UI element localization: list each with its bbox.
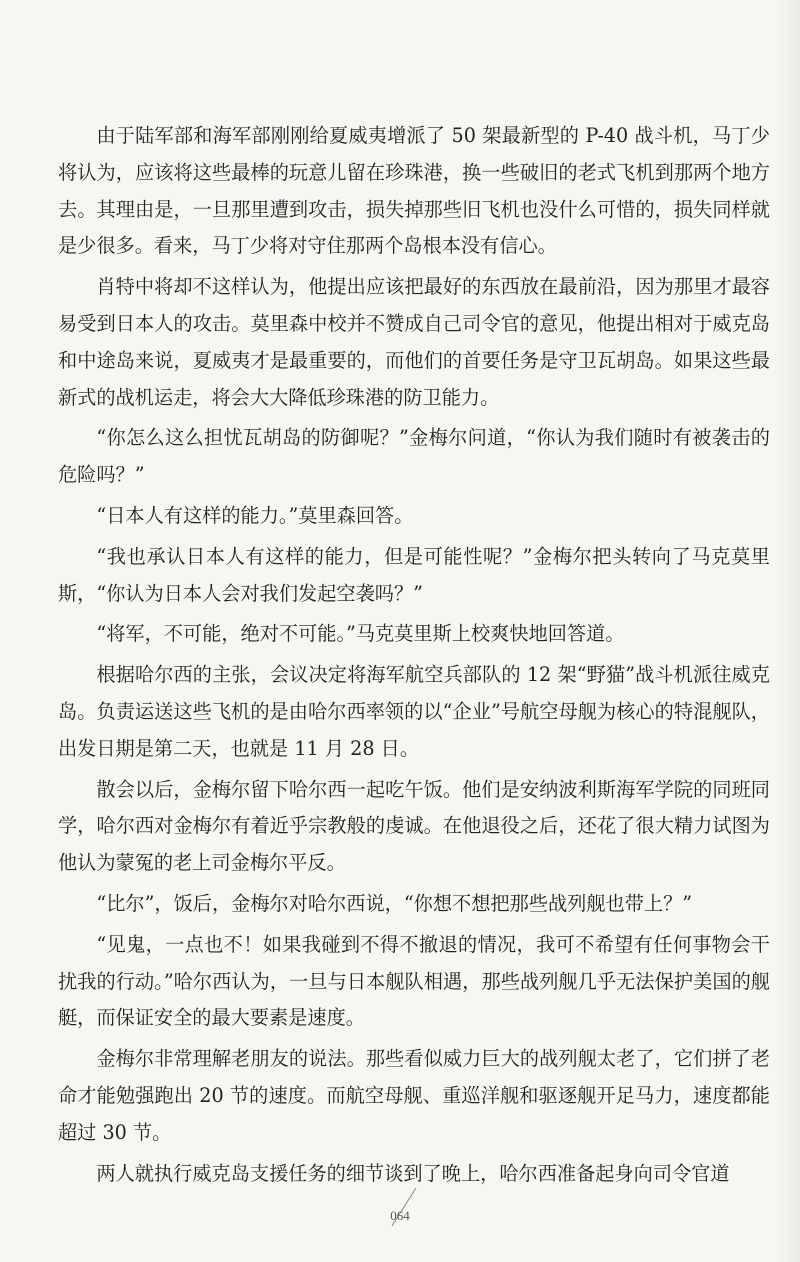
paragraph: 散会以后，金梅尔留下哈尔西一起吃午饭。他们是安纳波利斯海军学院的同班同学，哈尔西对金梅尔有着近乎宗教般的虔诚。在他退役之后，还花了很大精力试图为他认为蒙冤的老上司金梅尔平反。 <box>58 777 770 875</box>
paragraph: 由于陆军部和海军部刚刚给夏威夷增派了 50 架最新型的 P-40 战斗机，马丁少将认为，应该将这些最棒的玩意儿留在珍珠港，换一些破旧的老式飞机到那两个地方去。其理由是，一旦那里遭到攻击，损失掉那些旧飞机也没什么可惜的，损失同样就是少很多。看来，马丁少将对守住那两个岛根本没有信心。 <box>58 124 770 258</box>
page-number: 064 <box>390 1208 410 1223</box>
paragraph: 根据哈尔西的主张，会议决定将海军航空兵部队的 12 架“野猫”战斗机派往威克岛。负责运送这些飞机的是由哈尔西率领的以“企业”号航空母舰为核心的特混舰队，出发日期是第二天，也就是 11 月 28 日。 <box>58 663 770 760</box>
body-text <box>58 118 770 1196</box>
paragraph: “将军，不可能，绝对不可能。”马克莫里斯上校爽快地回答道。 <box>96 622 625 646</box>
paragraph: “比尔”，饭后，金梅尔对哈尔西说，“你想不想把那些战列舰也带上？” <box>96 891 693 915</box>
paragraph: “日本人有这样的能力。”莫里森回答。 <box>96 503 414 527</box>
paragraph: 金梅尔非常理解老朋友的说法。那些看似威力巨大的战列舰太老了，它们拼了老命才能勉强跑出 20 节的速度。而航空母舰、重巡洋舰和驱逐舰开足马力，速度都能超过 30 节。 <box>58 1047 770 1144</box>
page-edge-shadow <box>774 0 800 1262</box>
paragraph: “我也承认日本人有这样的能力，但是可能性呢？”金梅尔把头转向了马克莫里斯，“你认为日本人会对我们发起空袭吗？” <box>58 544 770 605</box>
paragraph: “你怎么这么担忧瓦胡岛的防御呢？”金梅尔问道，“你认为我们随时有被袭击的危险吗？” <box>58 426 770 487</box>
paragraph: 两人就执行威克岛支援任务的细节谈到了晚上，哈尔西准备起身向司令官道 <box>96 1161 730 1185</box>
paragraph: 肖特中将却不这样认为，他提出应该把最好的东西放在最前沿，因为那里才最容易受到日本人的攻击。莫里森中校并不赞成自己司令官的意见，他提出相对于威克岛和中途岛来说，夏威夷才是最重要的，而他们的首要任务是守卫瓦胡岛。如果这些最新式的战机运走，将会大大降低珍珠港的防卫能力。 <box>58 275 770 409</box>
paragraph: “见鬼，一点也不！如果我碰到不得不撤退的情况，我可不希望有任何事物会干扰我的行动。”哈尔西认为，一旦与日本舰队相遇，那些战列舰几乎无法保护美国的舰艇，而保证安全的最大要素是速度。 <box>58 932 770 1030</box>
